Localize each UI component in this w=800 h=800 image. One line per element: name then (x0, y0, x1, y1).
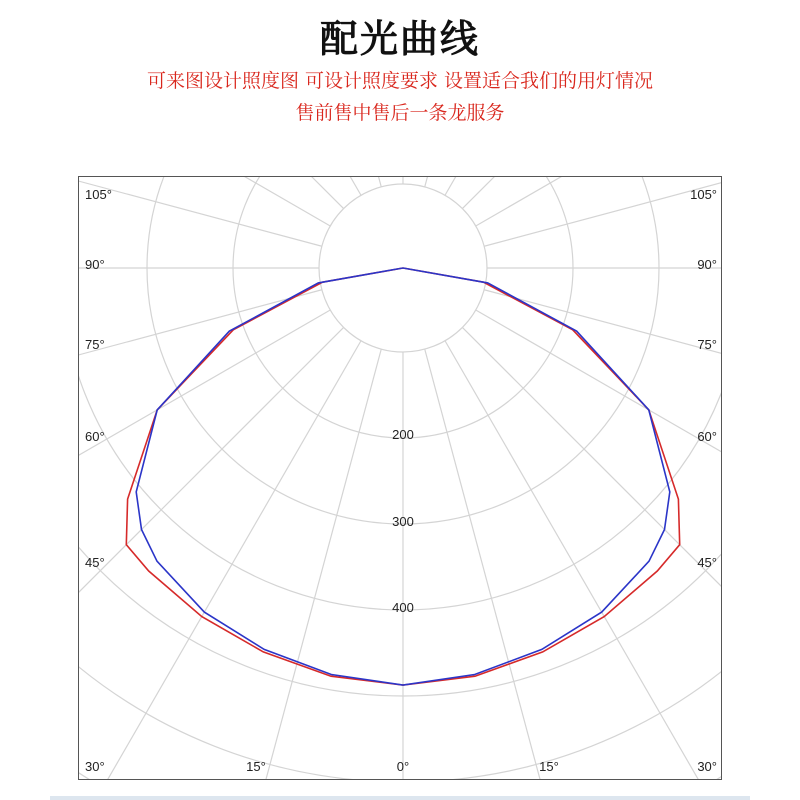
angle-tick-left-1: 90° (85, 257, 105, 272)
grid-spoke-225 (79, 177, 344, 209)
angle-tick-left-0: 105° (85, 187, 112, 202)
grid-spoke-15 (425, 349, 636, 780)
grid-spoke-330 (79, 341, 361, 780)
subtitle-line-2: 售前售中售后一条龙服务 (295, 102, 505, 124)
grid-spoke-120 (476, 177, 722, 226)
label-layer (85, 187, 717, 774)
radial-tick-400: 400 (392, 600, 414, 615)
grid-spoke-150 (445, 177, 722, 195)
angle-tick-right-4: 45° (697, 555, 717, 570)
grid-spoke-300 (79, 310, 330, 718)
angle-tick-left-2: 75° (85, 337, 105, 352)
angle-tick-left-3: 60° (85, 429, 105, 444)
angle-tick-right-0: 105° (690, 187, 717, 202)
grid-spoke-105 (484, 177, 722, 246)
grid-spoke-45 (462, 327, 722, 780)
angle-tick-right-1: 90° (697, 257, 717, 272)
angle-tick-right-3: 60° (697, 429, 717, 444)
grid-layer (79, 177, 722, 780)
angle-tick-bottom-2: 15° (539, 759, 559, 774)
page-title: 配光曲线 (319, 17, 480, 61)
polar-chart-frame (78, 176, 722, 780)
radial-tick-200: 200 (392, 427, 414, 442)
grid-spoke-255 (79, 177, 322, 246)
grid-spoke-30 (445, 341, 722, 780)
grid-spoke-165 (425, 177, 636, 187)
angle-tick-left-4: 45° (85, 555, 105, 570)
grid-spoke-240 (79, 177, 330, 226)
grid-spoke-285 (79, 290, 322, 501)
subtitle-line-1: 可来图设计照度图 可设计照度要求 设置适合我们的用灯情况 (146, 70, 654, 92)
polar-chart (79, 177, 722, 780)
grid-spoke-195 (170, 177, 381, 187)
grid-spoke-60 (476, 310, 722, 718)
angle-tick-right-2: 75° (697, 337, 717, 352)
bottom-divider (50, 796, 750, 800)
grid-spoke-315 (79, 327, 344, 780)
angle-tick-right-5: 30° (697, 759, 717, 774)
radial-tick-300: 300 (392, 514, 414, 529)
grid-spoke-345 (170, 349, 381, 780)
angle-tick-bottom-1: 0° (396, 759, 410, 774)
angle-tick-left-5: 30° (85, 759, 105, 774)
angle-tick-bottom-0: 15° (246, 759, 266, 774)
